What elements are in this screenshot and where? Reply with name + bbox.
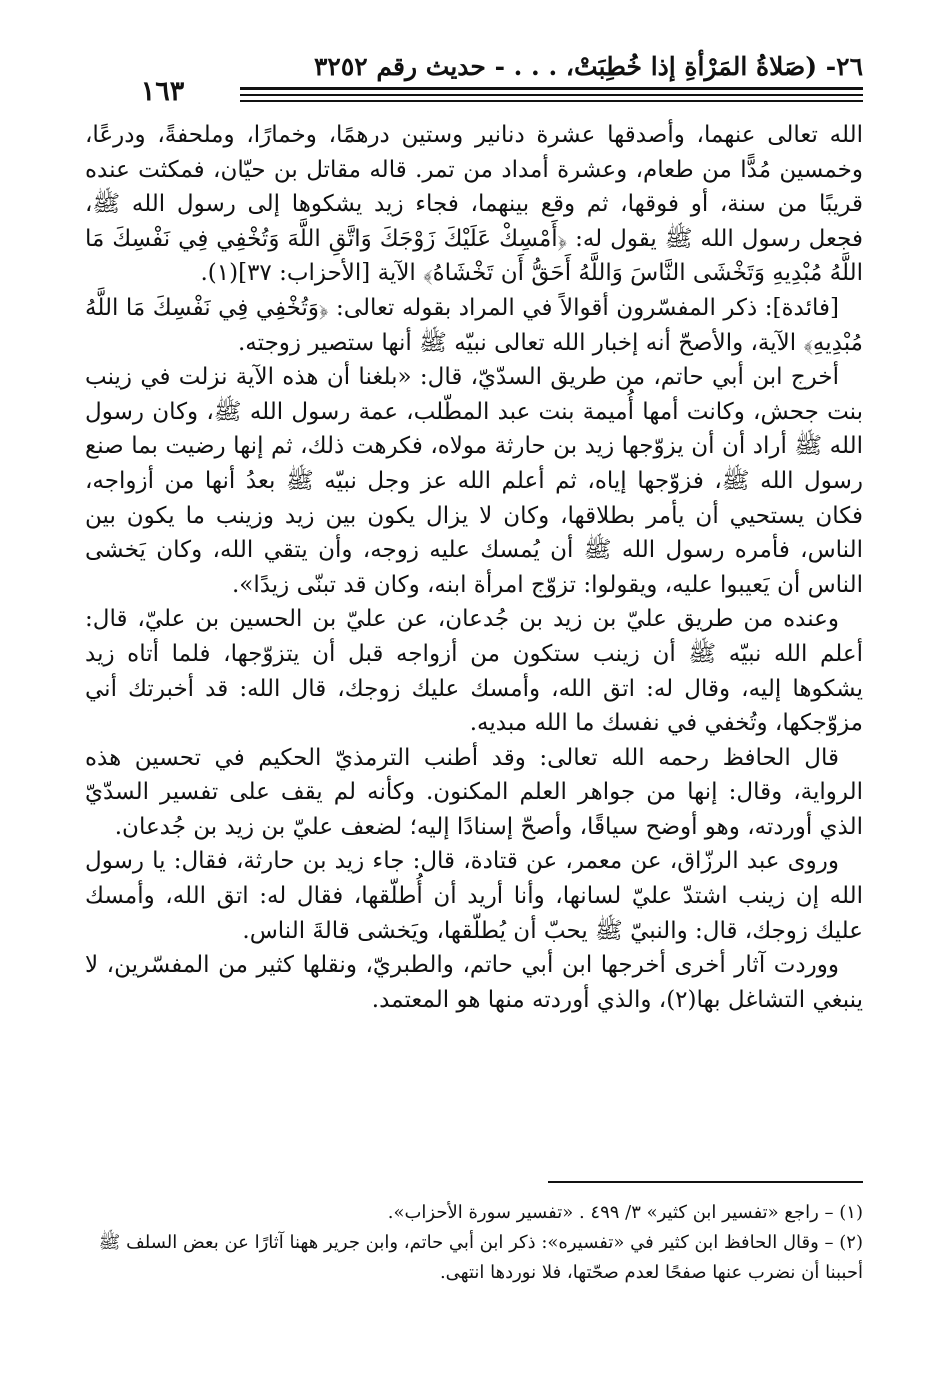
paragraph: الله تعالى عنهما، وأصدقها عشرة دنانير وستين درهمًا، وخمارًا، وملحفةً، ودرعًا، وخمسين مُدًّا من طعام، وعشرة أمداد من تمر. قاله مقاتل بن حيّان، فمكثت عنده قريبًا من سنة، أو فوقها، ثم وقع بينهما، فجاء زيد يشكوها إلى رسول الله ﷺ، فجعل رسول الله ﷺ يقول له: ﴿أَمْسِكْ عَلَيْكَ زَوْجَكَ وَاتَّقِ اللَّهَ وَتُخْفِي فِي نَفْسِكَ مَا اللَّهُ مُبْدِيهِ وَتَخْشَى النَّاسَ وَاللَّهُ أَحَقُّ أَن تَخْشَاهُ﴾ الآية [الأحزاب: ٣٧](١).: [85, 122, 863, 287]
footnote-separator: [548, 1181, 863, 1183]
footnotes: [85, 1198, 863, 1288]
paragraph: ووردت آثار أخرى أخرجها ابن أبي حاتم، والطبريّ، ونقلها كثير من المفسّرين، لا ينبغي التشاغل بها(٢)، والذي أوردته منها هو المعتمد.: [85, 952, 863, 1013]
paragraph: قال الحافظ رحمه الله تعالى: وقد أطنب الترمذيّ الحكيم في تحسين هذه الرواية، وقال: إنها من جواهر العلم المكنون. وكأنه لم يقف على تفسير السدّيّ الذي أوردته، وهو أوضح سياقًا، وأصحّ إسنادًا إليه؛ لضعف عليّ بن زيد بن جُدعان.: [85, 744, 863, 840]
main-text: [85, 118, 863, 1017]
running-title: ٢٦- (صَلاةُ المَرْأةِ إذا خُطِبَتْ، . . . - حديث رقم ٣٢٥٢: [314, 52, 863, 81]
paragraph: وروى عبد الرزّاق، عن معمر، عن قتادة، قال: جاء زيد بن حارثة، فقال: يا رسول الله إن زينب اشتدّ عليّ لسانها، وأنا أريد أن أُطلّقها، فقال له: اتق الله، وأمسك عليك زوجك، قال: والنبيّ ﷺ يحبّ أن يُطلّقها، ويَخشى قالةَ الناس.: [85, 848, 863, 944]
page-number: ١٦٣: [85, 74, 240, 110]
paragraph: أخرج ابن أبي حاتم، من طريق السدّيّ، قال: «بلغنا أن هذه الآية نزلت في زينب بنت جحش، وكانت أمها أُميمة بنت عبد المطّلب، عمة رسول الله ﷺ، وكان رسول الله ﷺ أراد أن أن يزوّجها زيد بن حارثة مولاه، فكرهت ذلك، ثم إنها رضيت بما صنع رسول الله ﷺ، فزوّجها إياه، ثم أعلم الله عز وجل نبيّه ﷺ بعدُ أنها من أزواجه، فكان يستحيي أن يأمر بطلاقها، وكان لا يزال يكون بين زيد وزينب ما يكون بين الناس، فأمره رسول الله ﷺ أن يُمسك عليه زوجه، وأن يتقي الله، وكان يَخشى الناس أن يَعيبوا عليه، ويقولوا: تزوّج امرأة ابنه، وكان قد تبنّى زيدًا».: [85, 364, 863, 598]
page-header: [85, 50, 863, 107]
paragraph: وعنده من طريق عليّ بن زيد بن جُدعان، عن عليّ بن الحسين بن عليّ، قال: أعلم الله نبيّه ﷺ أن زينب ستكون من أزواجه قبل أن يتزوّجها، فلما أتاه زيد يشكوها إليه، وقال له: اتق الله، وأمسك عليك زوجك، قال الله: قد أخبرتك أني مزوّجكها، وتُخفي في نفسك ما الله مبديه.: [85, 606, 863, 737]
footnote: (١) – راجع «تفسير ابن كثير» ٣/ ٤٩٩ . «تفسير سورة الأحزاب».: [387, 1202, 863, 1223]
paragraph: [فائدة]: ذكر المفسّرون أقوالاً في المراد بقوله تعالى: ﴿وَتُخْفِي فِي نَفْسِكَ مَا اللَّهُ مُبْدِيهِ﴾ الآية، والأصحّ أنه إخبار الله تعالى نبيّه ﷺ أنها ستصير زوجته.: [85, 294, 863, 356]
footnote: (٢) – وقال الحافظ ابن كثير في «تفسيره»: ذكر ابن أبي حاتم، وابن جرير ههنا آثارًا عن بعض السلف ﷺ أحببنا أن نضرب عنها صفحًا لعدم صحّتها، فلا نوردها انتهى.: [98, 1232, 863, 1283]
